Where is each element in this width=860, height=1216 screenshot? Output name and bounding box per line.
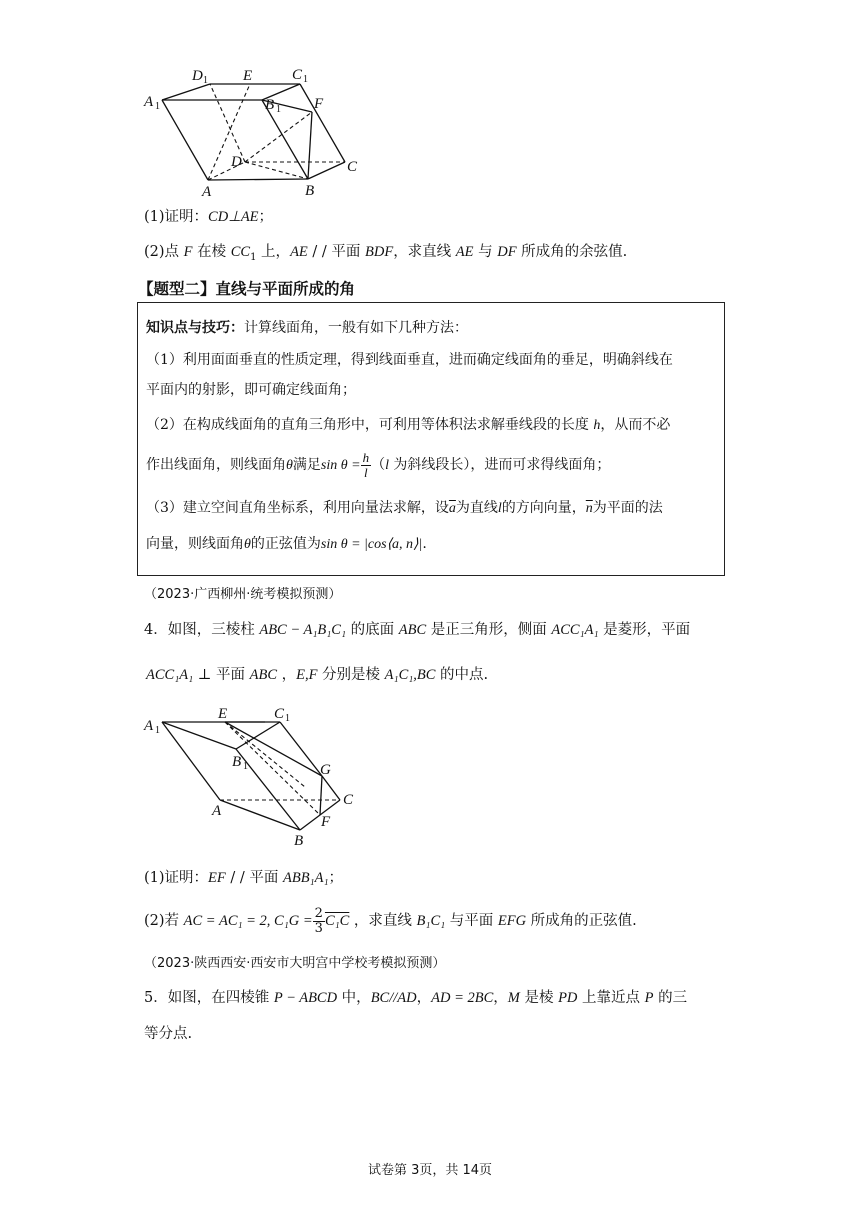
svg-text:1: 1	[203, 75, 208, 86]
svg-text:1: 1	[243, 761, 248, 772]
label2-e: E	[218, 706, 228, 722]
q4-line1: 4．如图，三棱柱 ABC − A₁B₁C₁ 的底面 ABC 是正三角形，侧面 ACC₁A₁ 是菱形，平面	[144, 622, 691, 638]
figure-2-prism	[140, 704, 370, 850]
tips-item2-line1: （2）在构成线面角的直角三角形中，可利用等体积法求解垂线段的长度 h，从而不必	[146, 417, 671, 433]
label2-g: G	[320, 762, 331, 778]
label-b1: B	[265, 97, 275, 113]
tips-item3-line1: （3）建立空间直角坐标系，利用向量法求解，设$\overline{a}$为直线l的方向向量，$\overline{n}$为平面的法	[146, 500, 663, 516]
tips-item3-line2: 向量，则线面角θ的正弦值为sin θ = |cos⟨a, n⟩|.	[146, 536, 427, 552]
svg-text:1: 1	[155, 101, 160, 112]
label-c1: C	[292, 67, 303, 83]
source-q5: （2023·陕西西安·西安市大明宫中学校考模拟预测）	[144, 956, 446, 971]
svg-text:1: 1	[285, 713, 290, 724]
q5-line2: 等分点.	[144, 1026, 193, 1042]
q3-part2: (2)点 F 在棱 $CC_1$ 上，AE / / 平面 BDF，求直线 AE 与 DF 所成角的余弦值.	[144, 244, 628, 263]
label2-a: A	[212, 803, 222, 819]
source-q4: （2023·广西柳州·统考模拟预测）	[144, 587, 342, 602]
figure-1-prism	[140, 62, 370, 200]
tips-lead: 知识点与技巧：计算线面角，一般有如下几种方法：	[146, 320, 468, 336]
label-c: C	[347, 159, 358, 175]
svg-text:1: 1	[276, 104, 281, 115]
q4-part2: (2)若 AC = AC₁ = 2, C₁G = $\frac{2}{3}$ C₁C ，求直线 B₁C₁ 与平面 EFG 所成角的正弦值.	[144, 905, 637, 936]
q4-part1: (1)证明：EF / / 平面 ABB₁A₁；	[144, 870, 343, 886]
svg-text:1: 1	[303, 74, 308, 85]
svg-text:1: 1	[155, 725, 160, 736]
label2-b1: B	[232, 754, 242, 770]
label-a1: A	[144, 94, 154, 110]
label2-a1: A	[144, 718, 154, 734]
label-a: A	[202, 184, 212, 200]
label2-b: B	[294, 833, 304, 849]
page-footer: 试卷第 3页，共 14页	[367, 1163, 493, 1178]
q4-line2: ACC₁A₁ ⊥ 平面 ABC ，E,F 分别是棱 A₁C₁,BC 的中点.	[146, 667, 489, 683]
label2-c1: C	[274, 706, 285, 722]
tips-item1-line2: 平面内的射影，即可确定线面角；	[146, 382, 356, 398]
label-d1: D	[192, 68, 203, 84]
tips-item2-line2: 作出线面角，则线面角θ满足sin θ = $\frac{h}{l}$ （l 为斜线段长），进而可求得线面角；	[146, 449, 611, 480]
tips-item1-line1: （1）利用面面垂直的性质定理，得到线面垂直，进而确定线面角的垂足，明确斜线在	[146, 352, 673, 368]
label2-f: F	[321, 814, 331, 830]
label-b: B	[305, 183, 315, 199]
section-2-title: 【题型二】直线与平面所成的角	[138, 280, 356, 298]
label-f: F	[314, 96, 324, 112]
q5-line1: 5．如图，在四棱锥 P − ABCD 中，BC//AD，AD = 2BC，M 是棱 PD 上靠近点 P 的三	[144, 990, 688, 1006]
label-d: D	[231, 154, 242, 170]
q3-part1: (1)证明：CD⊥AE；	[144, 209, 274, 225]
label-e: E	[243, 68, 253, 84]
label2-c: C	[343, 792, 354, 808]
